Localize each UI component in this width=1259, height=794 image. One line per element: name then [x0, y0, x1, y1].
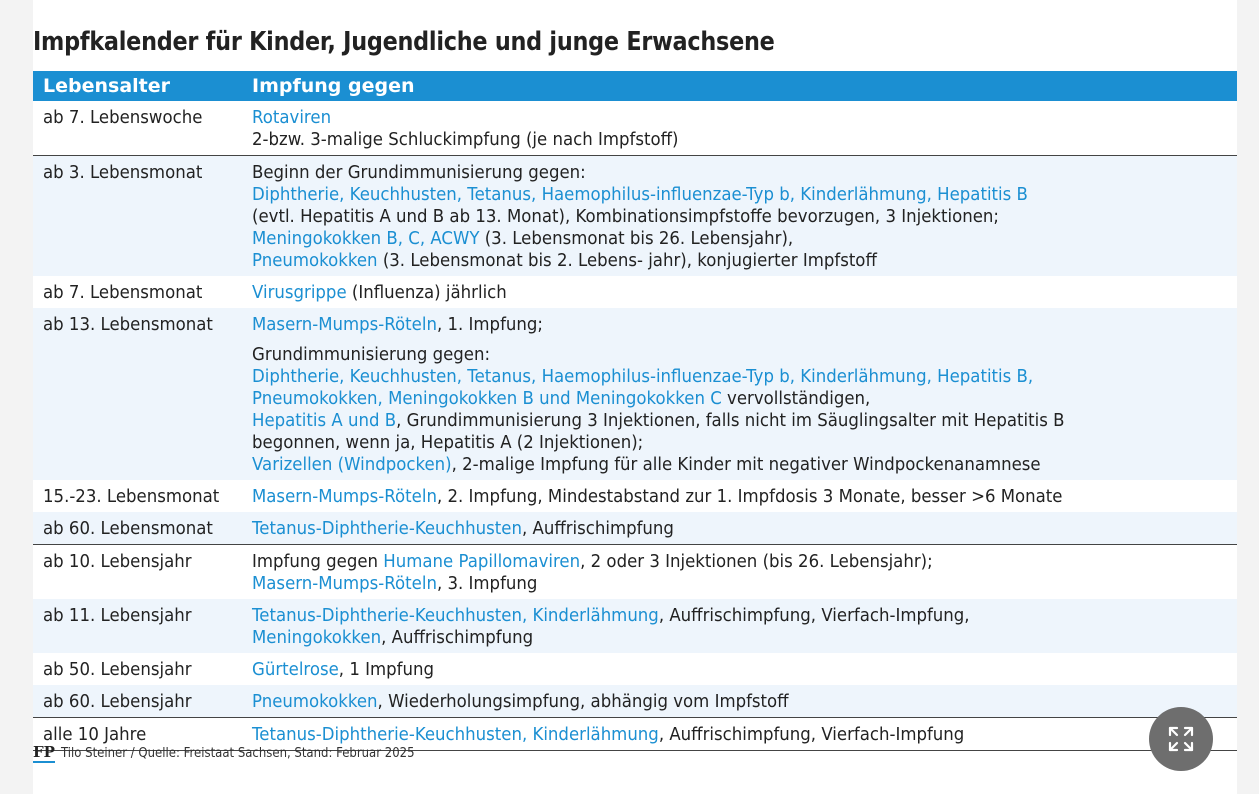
- age-label: ab 3. Lebensmonat: [43, 162, 203, 183]
- table-row: [33, 480, 1237, 512]
- age-label: alle 10 Jahre: [43, 724, 147, 745]
- age-cell: [33, 512, 252, 545]
- header-age: Lebensalter: [33, 71, 252, 101]
- table-row: [33, 685, 1237, 718]
- vaccine-name: Pneumokokken: [252, 691, 378, 712]
- vaccination-text: , Auffrischimpfung, Vierfach-Impfung: [658, 724, 965, 745]
- age-cell: [33, 685, 252, 718]
- age-label: ab 10. Lebensjahr: [43, 551, 192, 572]
- vaccination-text: , 1 Impfung: [338, 659, 435, 680]
- vaccination-line: [252, 518, 1158, 540]
- vaccine-name: Tetanus-Diphtherie-Keuchhusten: [252, 518, 522, 539]
- age-cell: [33, 101, 252, 156]
- age-label: ab 50. Lebensjahr: [43, 659, 192, 680]
- vaccination-text: (Influenza) jährlich: [346, 282, 507, 303]
- vaccination-line: [252, 129, 1158, 151]
- vaccination-cell: [252, 512, 1237, 545]
- vaccination-text: Impfung gegen: [252, 551, 384, 572]
- vaccine-name: Diphtherie, Keuchhusten, Tetanus, Haemophilus-influenzae-Typ b, Kinderlähmung, Hepatitis B,: [252, 366, 1034, 387]
- footer: [33, 743, 454, 761]
- vaccination-text: , 1. Impfung;: [436, 314, 543, 335]
- vaccination-line: [252, 282, 1158, 304]
- age-label: ab 11. Lebensjahr: [43, 605, 192, 626]
- vaccination-line: [252, 344, 1158, 366]
- vaccination-text: , Auffrischimpfung: [381, 627, 534, 648]
- vaccination-line: [252, 659, 1158, 681]
- vaccination-cell: [252, 685, 1237, 718]
- vaccination-line: [252, 486, 1158, 508]
- vaccine-name: Tetanus-Diphtherie-Keuchhusten, Kinderlähmung: [252, 724, 659, 745]
- vaccination-line: [252, 627, 1158, 649]
- vaccination-cell: [252, 545, 1237, 600]
- table-row: [33, 308, 1237, 480]
- age-label: ab 60. Lebensjahr: [43, 691, 192, 712]
- vaccination-text: , Grundimmunisierung 3 Injektionen, falls nicht im Säuglingsalter mit Hepatitis B: [396, 410, 1065, 431]
- vaccination-text: vervollständigen,: [721, 388, 871, 409]
- page-title: Impfkalender für Kinder, Jugendliche und junge Erwachsene: [33, 27, 775, 57]
- vaccine-name: Meningokokken: [252, 627, 382, 648]
- age-label: 15.-23. Lebensmonat: [43, 486, 220, 507]
- vaccination-line: [252, 162, 1158, 184]
- fp-logo: FP: [33, 743, 55, 761]
- vaccine-name: Rotaviren: [252, 107, 332, 128]
- age-label: ab 60. Lebensmonat: [43, 518, 213, 539]
- table-row: [33, 276, 1237, 308]
- age-label: ab 13. Lebensmonat: [43, 314, 213, 335]
- table-row: [33, 101, 1237, 156]
- vaccination-text: , Auffrischimpfung, Vierfach-Impfung,: [658, 605, 970, 626]
- vaccine-name: Virusgrippe: [252, 282, 347, 303]
- vaccination-line: [252, 107, 1158, 129]
- table-row: [33, 545, 1237, 600]
- vaccination-line: [252, 432, 1158, 454]
- vaccine-name: Masern-Mumps-Röteln: [252, 314, 437, 335]
- vaccination-text: , 2. Impfung, Mindestabstand zur 1. Impfdosis 3 Monate, besser >6 Monate: [436, 486, 1063, 507]
- age-label: ab 7. Lebenswoche: [43, 107, 203, 128]
- table-row: [33, 512, 1237, 545]
- vaccination-text: (3. Lebensmonat bis 2. Lebens- jahr), konjugierter Impfstoff: [377, 250, 877, 271]
- vaccination-cell: [252, 156, 1237, 277]
- vaccine-name: Masern-Mumps-Röteln: [252, 486, 437, 507]
- vaccination-line: [252, 388, 1158, 410]
- vaccination-line: [252, 184, 1158, 206]
- vaccination-cell: [252, 599, 1237, 653]
- age-cell: [33, 156, 252, 277]
- vaccine-name: Tetanus-Diphtherie-Keuchhusten, Kinderlähmung: [252, 605, 659, 626]
- age-cell: [33, 276, 252, 308]
- age-cell: [33, 599, 252, 653]
- table-header-row: [33, 71, 1237, 101]
- header-vaccination: Impfung gegen: [252, 71, 1237, 101]
- table-row: [33, 156, 1237, 277]
- vaccination-line: [252, 551, 1158, 573]
- vaccine-name: Diphtherie, Keuchhusten, Tetanus, Haemophilus-influenzae-Typ b, Kinderlähmung, Hepatitis B: [252, 184, 1028, 205]
- vaccination-text: , Auffrischimpfung: [521, 518, 674, 539]
- source-credit: Tilo Steiner / Quelle: Freistaat Sachsen, Stand: Februar 2025: [60, 746, 415, 761]
- vaccination-text: , Wiederholungsimpfung, abhängig vom Impfstoff: [377, 691, 789, 712]
- vaccine-name: Pneumokokken, Meningokokken B und Meningokokken C: [252, 388, 722, 409]
- age-cell: [33, 545, 252, 600]
- vaccination-table: [33, 71, 1237, 751]
- table-row: [33, 599, 1237, 653]
- vaccination-text: , 2-malige Impfung für alle Kinder mit negativer Windpockenanamnese: [451, 454, 1041, 475]
- expand-arrows-icon: [1167, 725, 1195, 753]
- age-label: ab 7. Lebensmonat: [43, 282, 203, 303]
- vaccination-text: , 3. Impfung: [436, 573, 538, 594]
- vaccination-cell: [252, 653, 1237, 685]
- expand-button[interactable]: [1149, 707, 1213, 771]
- vaccination-cell: [252, 101, 1237, 156]
- vaccination-line: [252, 228, 1158, 250]
- vaccination-text: 2-bzw. 3-malige Schluckimpfung (je nach Impfstoff): [252, 129, 679, 150]
- vaccination-text: begonnen, wenn ja, Hepatitis A (2 Injektionen);: [252, 432, 644, 453]
- age-cell: [33, 480, 252, 512]
- vaccination-text: (evtl. Hepatitis A und B ab 13. Monat), Kombinationsimpfstoffe bevorzugen, 3 Injektionen;: [252, 206, 999, 227]
- vaccination-line: [252, 336, 1158, 344]
- vaccine-name: Humane Papillomaviren: [383, 551, 581, 572]
- vaccination-line: [252, 206, 1158, 228]
- vaccine-name: Varizellen (Windpocken): [252, 454, 452, 475]
- vaccination-text: Grundimmunisierung gegen:: [252, 344, 491, 365]
- vaccination-line: [252, 366, 1158, 388]
- vaccination-line: [252, 573, 1158, 595]
- vaccination-line: [252, 605, 1158, 627]
- vaccination-line: [252, 691, 1158, 713]
- age-cell: [33, 308, 252, 480]
- vaccination-line: [252, 250, 1158, 272]
- vaccination-line: [252, 454, 1158, 476]
- table-row: [33, 653, 1237, 685]
- vaccine-name: Gürtelrose: [252, 659, 339, 680]
- vaccination-cell: [252, 480, 1237, 512]
- vaccination-cell: [252, 276, 1237, 308]
- vaccination-line: [252, 410, 1158, 432]
- vaccine-name: Meningokokken B, C, ACWY: [252, 228, 480, 249]
- vaccine-name: Pneumokokken: [252, 250, 378, 271]
- vaccination-text: Beginn der Grundimmunisierung gegen:: [252, 162, 586, 183]
- age-cell: [33, 653, 252, 685]
- table-body: [33, 101, 1237, 751]
- vaccination-line: [252, 314, 1158, 336]
- vaccination-cell: [252, 308, 1237, 480]
- vaccine-name: Hepatitis A und B: [252, 410, 397, 431]
- vaccination-text: , 2 oder 3 Injektionen (bis 26. Lebensjahr);: [580, 551, 933, 572]
- vaccine-name: Masern-Mumps-Röteln: [252, 573, 437, 594]
- vaccination-text: (3. Lebensmonat bis 26. Lebensjahr),: [479, 228, 794, 249]
